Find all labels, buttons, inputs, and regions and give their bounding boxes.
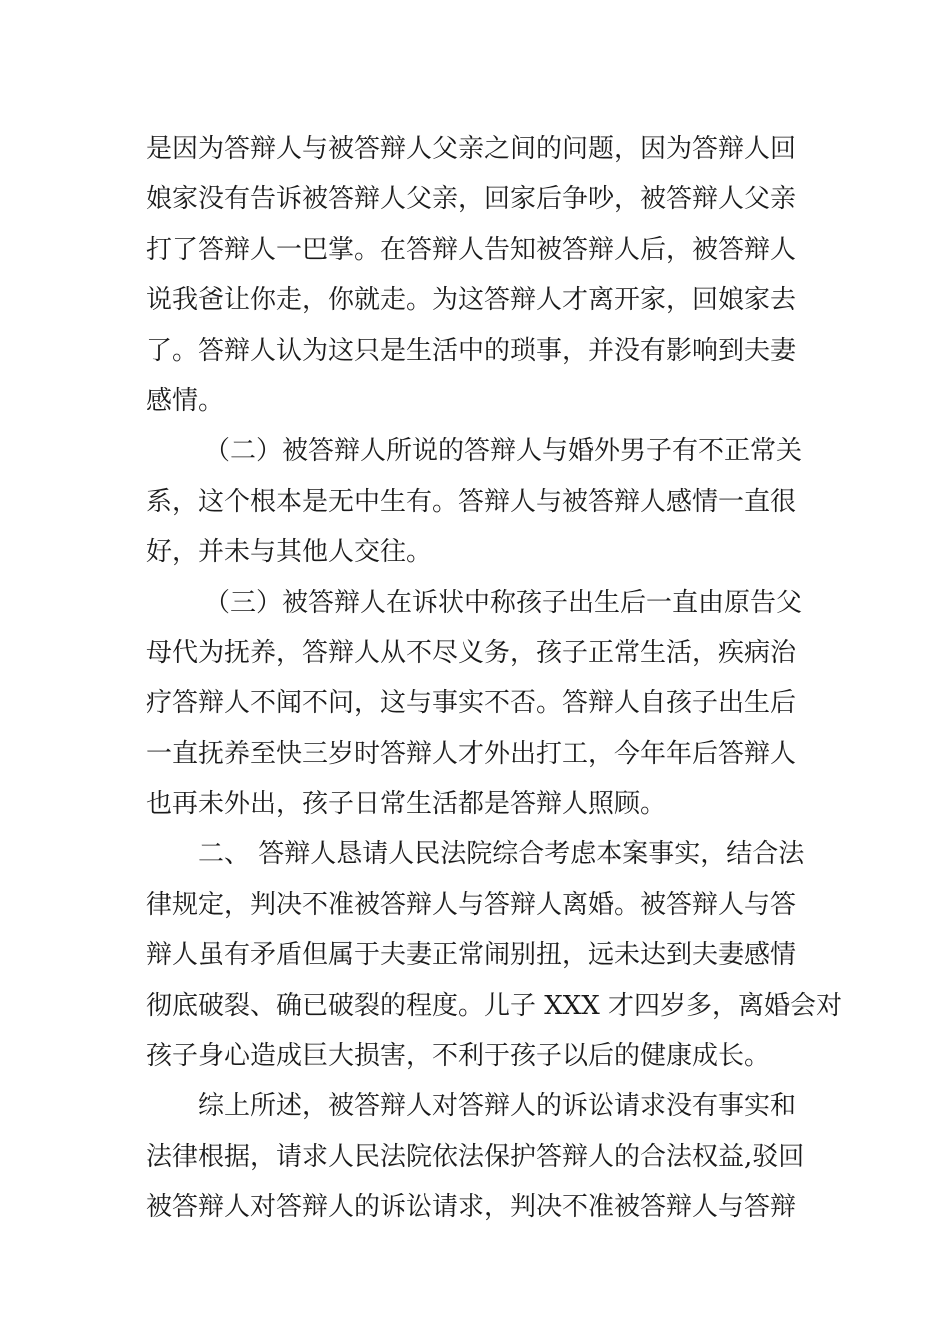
text-line: 疗答辩人不闻不问，这与事实不否。答辩人自孩子出生后 bbox=[146, 688, 797, 719]
text-line: 说我爸让你走，你就走。为这答辩人才离开家，回娘家去 bbox=[146, 285, 797, 316]
text-line: 感情。 bbox=[146, 385, 225, 416]
text-line: 母代为抚养，答辩人从不尽义务，孩子正常生活，疾病治 bbox=[146, 637, 797, 668]
text-line: 系，这个根本是无中生有。答辩人与被答辩人感情一直很 bbox=[146, 486, 797, 517]
text-line: 好，并未与其他人交往。 bbox=[146, 537, 433, 568]
text-line: 律规定，判决不准被答辩人与答辩人离婚。被答辩人与答 bbox=[146, 889, 797, 920]
body-text bbox=[146, 124, 843, 1233]
text-line: 也再未外出，孩子日常生活都是答辩人照顾。 bbox=[146, 789, 667, 820]
text-line: 孩子身心造成巨大损害，不利于孩子以后的健康成长。 bbox=[146, 1041, 771, 1072]
text-line: 辩人虽有矛盾但属于夫妻正常闹别扭，远未达到夫妻感情 bbox=[146, 940, 797, 971]
paragraph-start-line: 二、 答辩人恳请人民法院综合考虑本案事实，结合法 bbox=[198, 839, 805, 870]
paragraph-start-line: （三）被答辩人在诉状中称孩子出生后一直由原告父 bbox=[204, 587, 803, 618]
text-line: 被答辩人对答辩人的诉讼请求，判决不准被答辩人与答辩 bbox=[146, 1192, 797, 1223]
text-line: 娘家没有告诉被答辩人父亲，回家后争吵，被答辩人父亲 bbox=[146, 184, 797, 215]
text-line: 法律根据，请求人民法院依法保护答辩人的合法权益,驳回 bbox=[146, 1141, 805, 1172]
text-line: 是因为答辩人与被答辩人父亲之间的问题，因为答辩人回 bbox=[146, 134, 797, 164]
text-line: 了。答辩人认为这只是生活中的琐事，并没有影响到夫妻 bbox=[146, 335, 797, 366]
paragraph-start-line: （二）被答辩人所说的答辩人与婚外男子有不正常关 bbox=[204, 436, 803, 467]
text-line: 一直抚养至快三岁时答辩人才外出打工，今年年后答辩人 bbox=[146, 738, 797, 769]
text-line: 彻底破裂、确已破裂的程度。儿子 XXX 才四岁多，离婚会对 bbox=[146, 990, 843, 1021]
text-line: 打了答辩人一巴掌。在答辩人告知被答辩人后，被答辩人 bbox=[146, 234, 797, 265]
paragraph-start-line: 综上所述，被答辩人对答辩人的诉讼请求没有事实和 bbox=[198, 1091, 797, 1122]
